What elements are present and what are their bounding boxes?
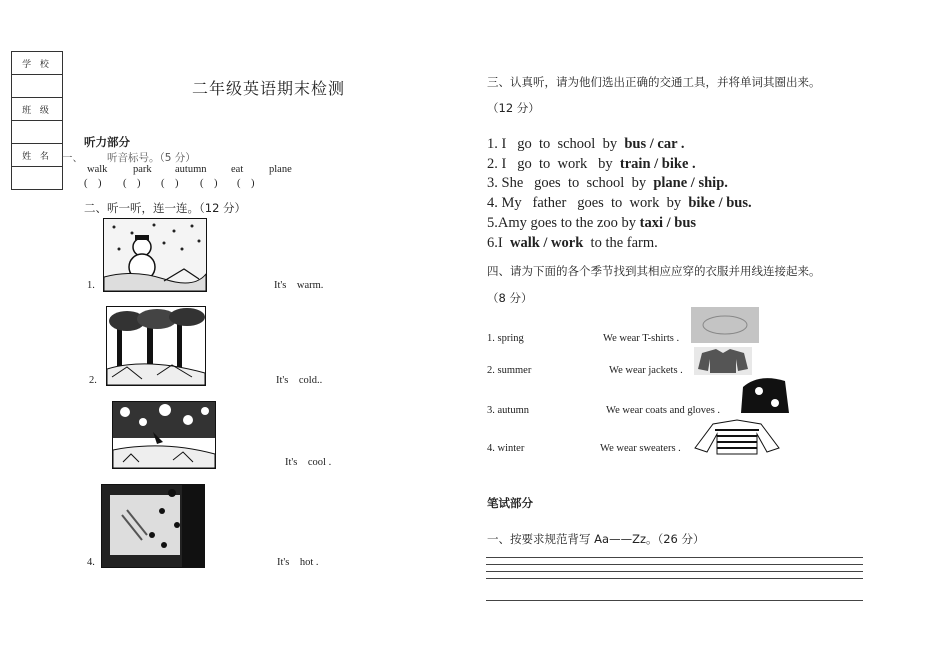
writing-line[interactable]: [486, 571, 863, 572]
writing-line[interactable]: [486, 564, 863, 565]
tshirt-picture: [691, 307, 759, 343]
sweater-picture: [693, 418, 781, 456]
transport-options[interactable]: bike / bus.: [688, 195, 752, 211]
part1-title: 听音标号。（5 分）: [107, 152, 196, 164]
transport-item: 1. I go to school by bus / car .: [487, 136, 685, 152]
part2-title: 二、听一听，连一连。（12 分）: [84, 201, 247, 215]
part3-score: （12 分）: [487, 101, 540, 115]
school-label: 学 校: [12, 52, 62, 75]
transport-item: 3. She goes to school by plane / ship.: [487, 175, 728, 191]
jacket-picture: [694, 347, 752, 375]
transport-options[interactable]: taxi / bus: [639, 215, 697, 231]
part1-blank-3[interactable]: ( ): [200, 178, 218, 189]
transport-options[interactable]: plane / ship.: [653, 175, 728, 191]
part1-blank-2[interactable]: ( ): [161, 178, 179, 189]
page-title: 二年级英语期末检测: [192, 79, 346, 98]
item1-text: It's warm.: [274, 280, 324, 291]
season-label[interactable]: 2. summer: [487, 365, 532, 376]
transport-options[interactable]: bus / car .: [624, 136, 685, 152]
season-label[interactable]: 3. autumn: [487, 405, 529, 416]
item1-number: 1.: [87, 280, 95, 291]
item2-text: It's cold..: [276, 375, 323, 386]
item3-text: It's cool .: [285, 457, 332, 468]
part1-word-4: plane: [269, 164, 292, 175]
school-field[interactable]: [12, 75, 62, 98]
student-info-box: [11, 51, 63, 190]
transport-options[interactable]: train / bike .: [619, 156, 696, 172]
part1-blank-4[interactable]: ( ): [237, 178, 255, 189]
summer-picture: [101, 484, 205, 568]
part4-title: 四、请为下面的各个季节找到其相应应穿的衣服并用线连接起来。: [487, 264, 821, 278]
listening-heading: 听力部分: [84, 135, 130, 149]
class-label: 班 级: [12, 98, 62, 121]
class-field[interactable]: [12, 121, 62, 144]
name-field[interactable]: [12, 167, 62, 189]
snowman-picture: [103, 218, 207, 292]
clothing-sentence[interactable]: We wear T-shirts .: [603, 333, 680, 344]
item2-number: 2.: [89, 375, 97, 386]
part1-word-2: autumn: [175, 164, 207, 175]
written-part1-title: 一、按要求规范背写 Aa——Zz。（26 分）: [487, 532, 705, 546]
part1-number: 一、: [62, 152, 83, 164]
transport-item: 6.I walk / work to the farm.: [487, 235, 658, 251]
part1-word-0: walk: [87, 164, 108, 175]
part4-score: （8 分）: [487, 291, 533, 305]
item4-text: It's hot .: [277, 557, 319, 568]
clothing-sentence[interactable]: We wear jackets .: [609, 365, 683, 376]
transport-item: 2. I go to work by train / bike .: [487, 156, 696, 172]
part1-word-3: eat: [231, 164, 244, 175]
transport-item: 4. My father goes to work by bike / bus.: [487, 195, 752, 211]
transport-item: 5.Amy goes to the zoo by taxi / bus: [487, 215, 697, 231]
writing-line[interactable]: [486, 557, 863, 558]
part1-blank-1[interactable]: ( ): [123, 178, 141, 189]
clothing-sentence[interactable]: We wear sweaters .: [600, 443, 681, 454]
coat-gloves-picture: [739, 377, 791, 415]
part3-title: 三、认真听，请为他们选出正确的交通工具，并将单词其圈出来。: [487, 75, 821, 89]
transport-options[interactable]: walk / work: [509, 235, 584, 251]
clothing-sentence[interactable]: We wear coats and gloves .: [606, 405, 721, 416]
part1-word-1: park: [133, 164, 152, 175]
item4-number: 4.: [87, 557, 95, 568]
writing-line[interactable]: [486, 578, 863, 579]
name-label: 姓 名: [12, 144, 62, 167]
season-label[interactable]: 4. winter: [487, 443, 525, 454]
part1-blank-0[interactable]: ( ): [84, 178, 102, 189]
forest-picture: [106, 306, 206, 386]
season-label[interactable]: 1. spring: [487, 333, 524, 344]
writing-line[interactable]: [486, 600, 863, 601]
autumn-picture: [112, 401, 216, 469]
written-heading: 笔试部分: [487, 496, 533, 510]
